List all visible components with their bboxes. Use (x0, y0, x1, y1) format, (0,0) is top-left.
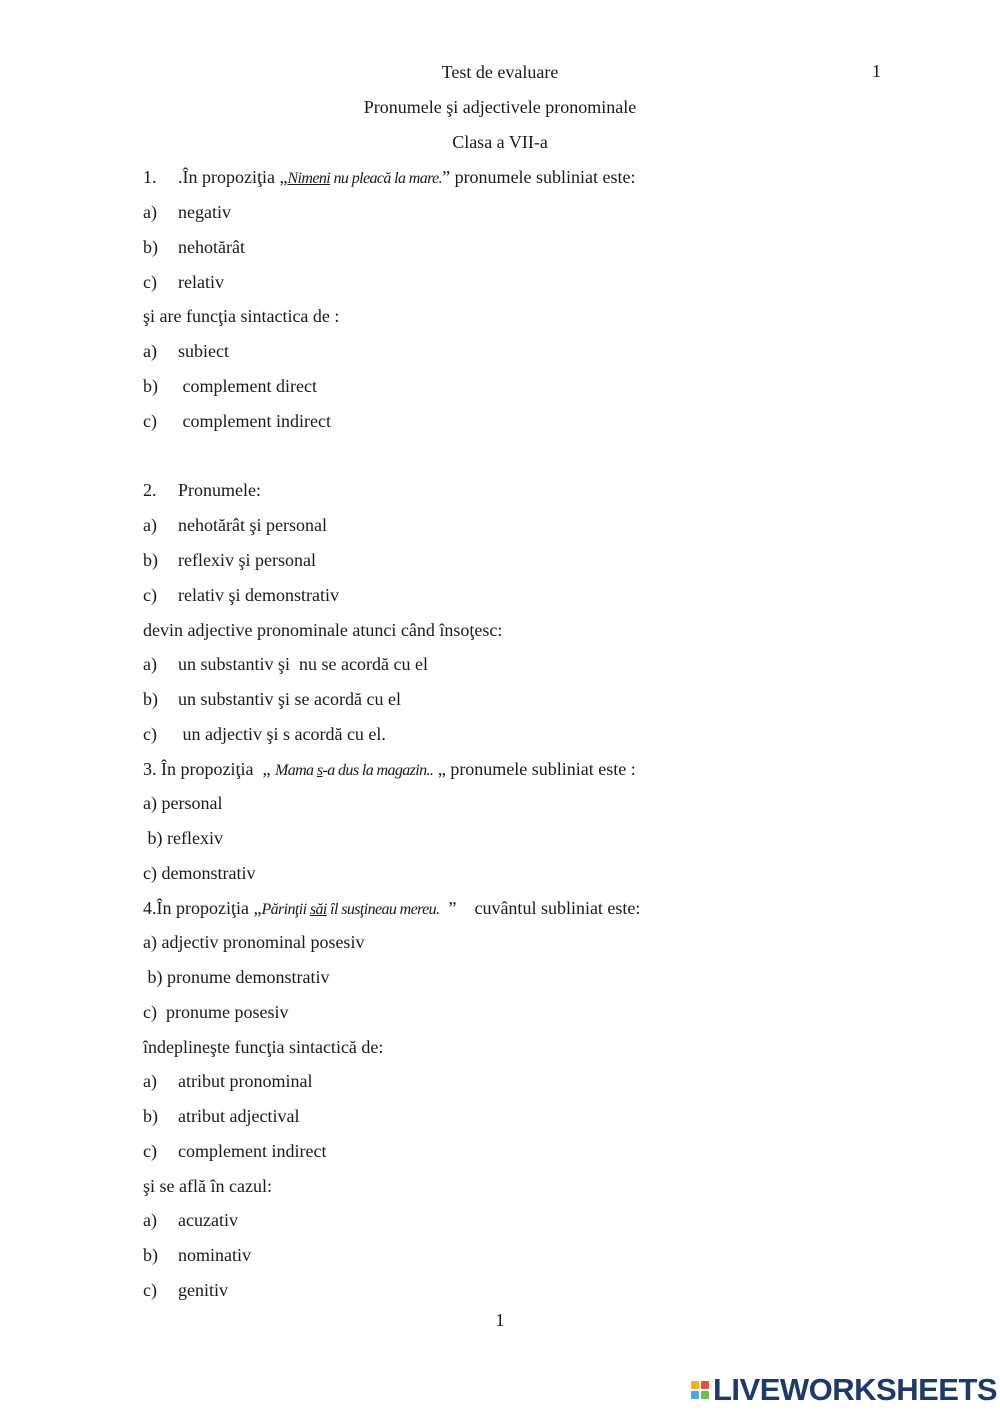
document-title: Test de evaluare (441, 62, 559, 82)
q4-case-option-c[interactable]: c) genitiv (143, 1280, 228, 1300)
logo-block (691, 1381, 699, 1389)
brand-name: LIVEWORKSHEETS (713, 1372, 998, 1407)
underlined-word: săi (309, 901, 327, 918)
q4-case-option-a[interactable]: a) acuzativ (143, 1210, 238, 1230)
logo-block (701, 1391, 709, 1399)
underlined-word: s (316, 762, 323, 779)
q1-sub-option-a[interactable]: a) subiect (143, 341, 229, 361)
liveworksheets-logo (691, 1372, 997, 1408)
document-subtitle: Pronumele şi adjectivele pronominale (363, 97, 637, 117)
q2-sub-option-c[interactable]: c) un adjectiv şi s acordă cu el. (143, 724, 386, 744)
footer-page-number: 1 (495, 1310, 505, 1330)
q1-sub-question: şi are funcţia sintactica de : (143, 306, 340, 326)
q3-option-b[interactable]: b) reflexiv (143, 828, 223, 848)
logo-blocks-icon (691, 1381, 709, 1399)
q4-sub-option-b[interactable]: b) atribut adjectival (143, 1106, 300, 1126)
q4-sub-option-a[interactable]: a) atribut pronominal (143, 1071, 313, 1091)
q1-sub-option-b[interactable]: b) complement direct (143, 376, 317, 396)
q2-option-b[interactable]: b) reflexiv şi personal (143, 550, 316, 570)
q2-sub-question: devin adjective pronominale atunci când însoţesc: (143, 620, 503, 640)
q1-sub-option-c[interactable]: c) complement indirect (143, 411, 331, 431)
q4-sub-option-c[interactable]: c) complement indirect (143, 1141, 327, 1161)
q3-option-c[interactable]: c) demonstrativ (143, 863, 256, 883)
q2-sub-option-b[interactable]: b) un substantiv şi se acordă cu el (143, 689, 401, 709)
q3-option-a[interactable]: a) personal (143, 793, 223, 813)
question-4: 4.În propoziţia „Părinţii săi îl susţineau mereu. ” cuvântul subliniat este: (143, 898, 641, 918)
question-3: 3. În propoziţia „ Mama s-a dus la magazin.. „ pronumele subliniat este : (143, 759, 636, 779)
q4-option-c[interactable]: c) pronume posesiv (143, 1002, 289, 1022)
q4-case-option-b[interactable]: b) nominativ (143, 1245, 251, 1265)
q2-option-c[interactable]: c) relativ şi demonstrativ (143, 585, 339, 605)
header-page-number: 1 (872, 61, 881, 81)
logo-block (691, 1391, 699, 1399)
q1-option-c[interactable]: c) relativ (143, 272, 224, 292)
underlined-word: Nimeni (287, 170, 331, 187)
q4-option-a[interactable]: a) adjectiv pronominal posesiv (143, 932, 365, 952)
grade-label: Clasa a VII-a (452, 132, 548, 152)
q4-case-question: şi se află în cazul: (143, 1176, 272, 1196)
q4-sub-question: îndeplineşte funcţia sintactică de: (143, 1037, 384, 1057)
q2-option-a[interactable]: a) nehotărât şi personal (143, 515, 327, 535)
q1-option-a[interactable]: a) negativ (143, 202, 231, 222)
question-1: 1. .În propoziţia „Nimeni nu pleacă la mare.” pronumele subliniat este: (143, 167, 636, 187)
q1-option-b[interactable]: b) nehotărât (143, 237, 245, 257)
question-2: 2. Pronumele: (143, 480, 261, 500)
q4-option-b[interactable]: b) pronume demonstrativ (143, 967, 330, 987)
logo-block (701, 1381, 709, 1389)
q2-sub-option-a[interactable]: a) un substantiv şi nu se acordă cu el (143, 654, 428, 674)
